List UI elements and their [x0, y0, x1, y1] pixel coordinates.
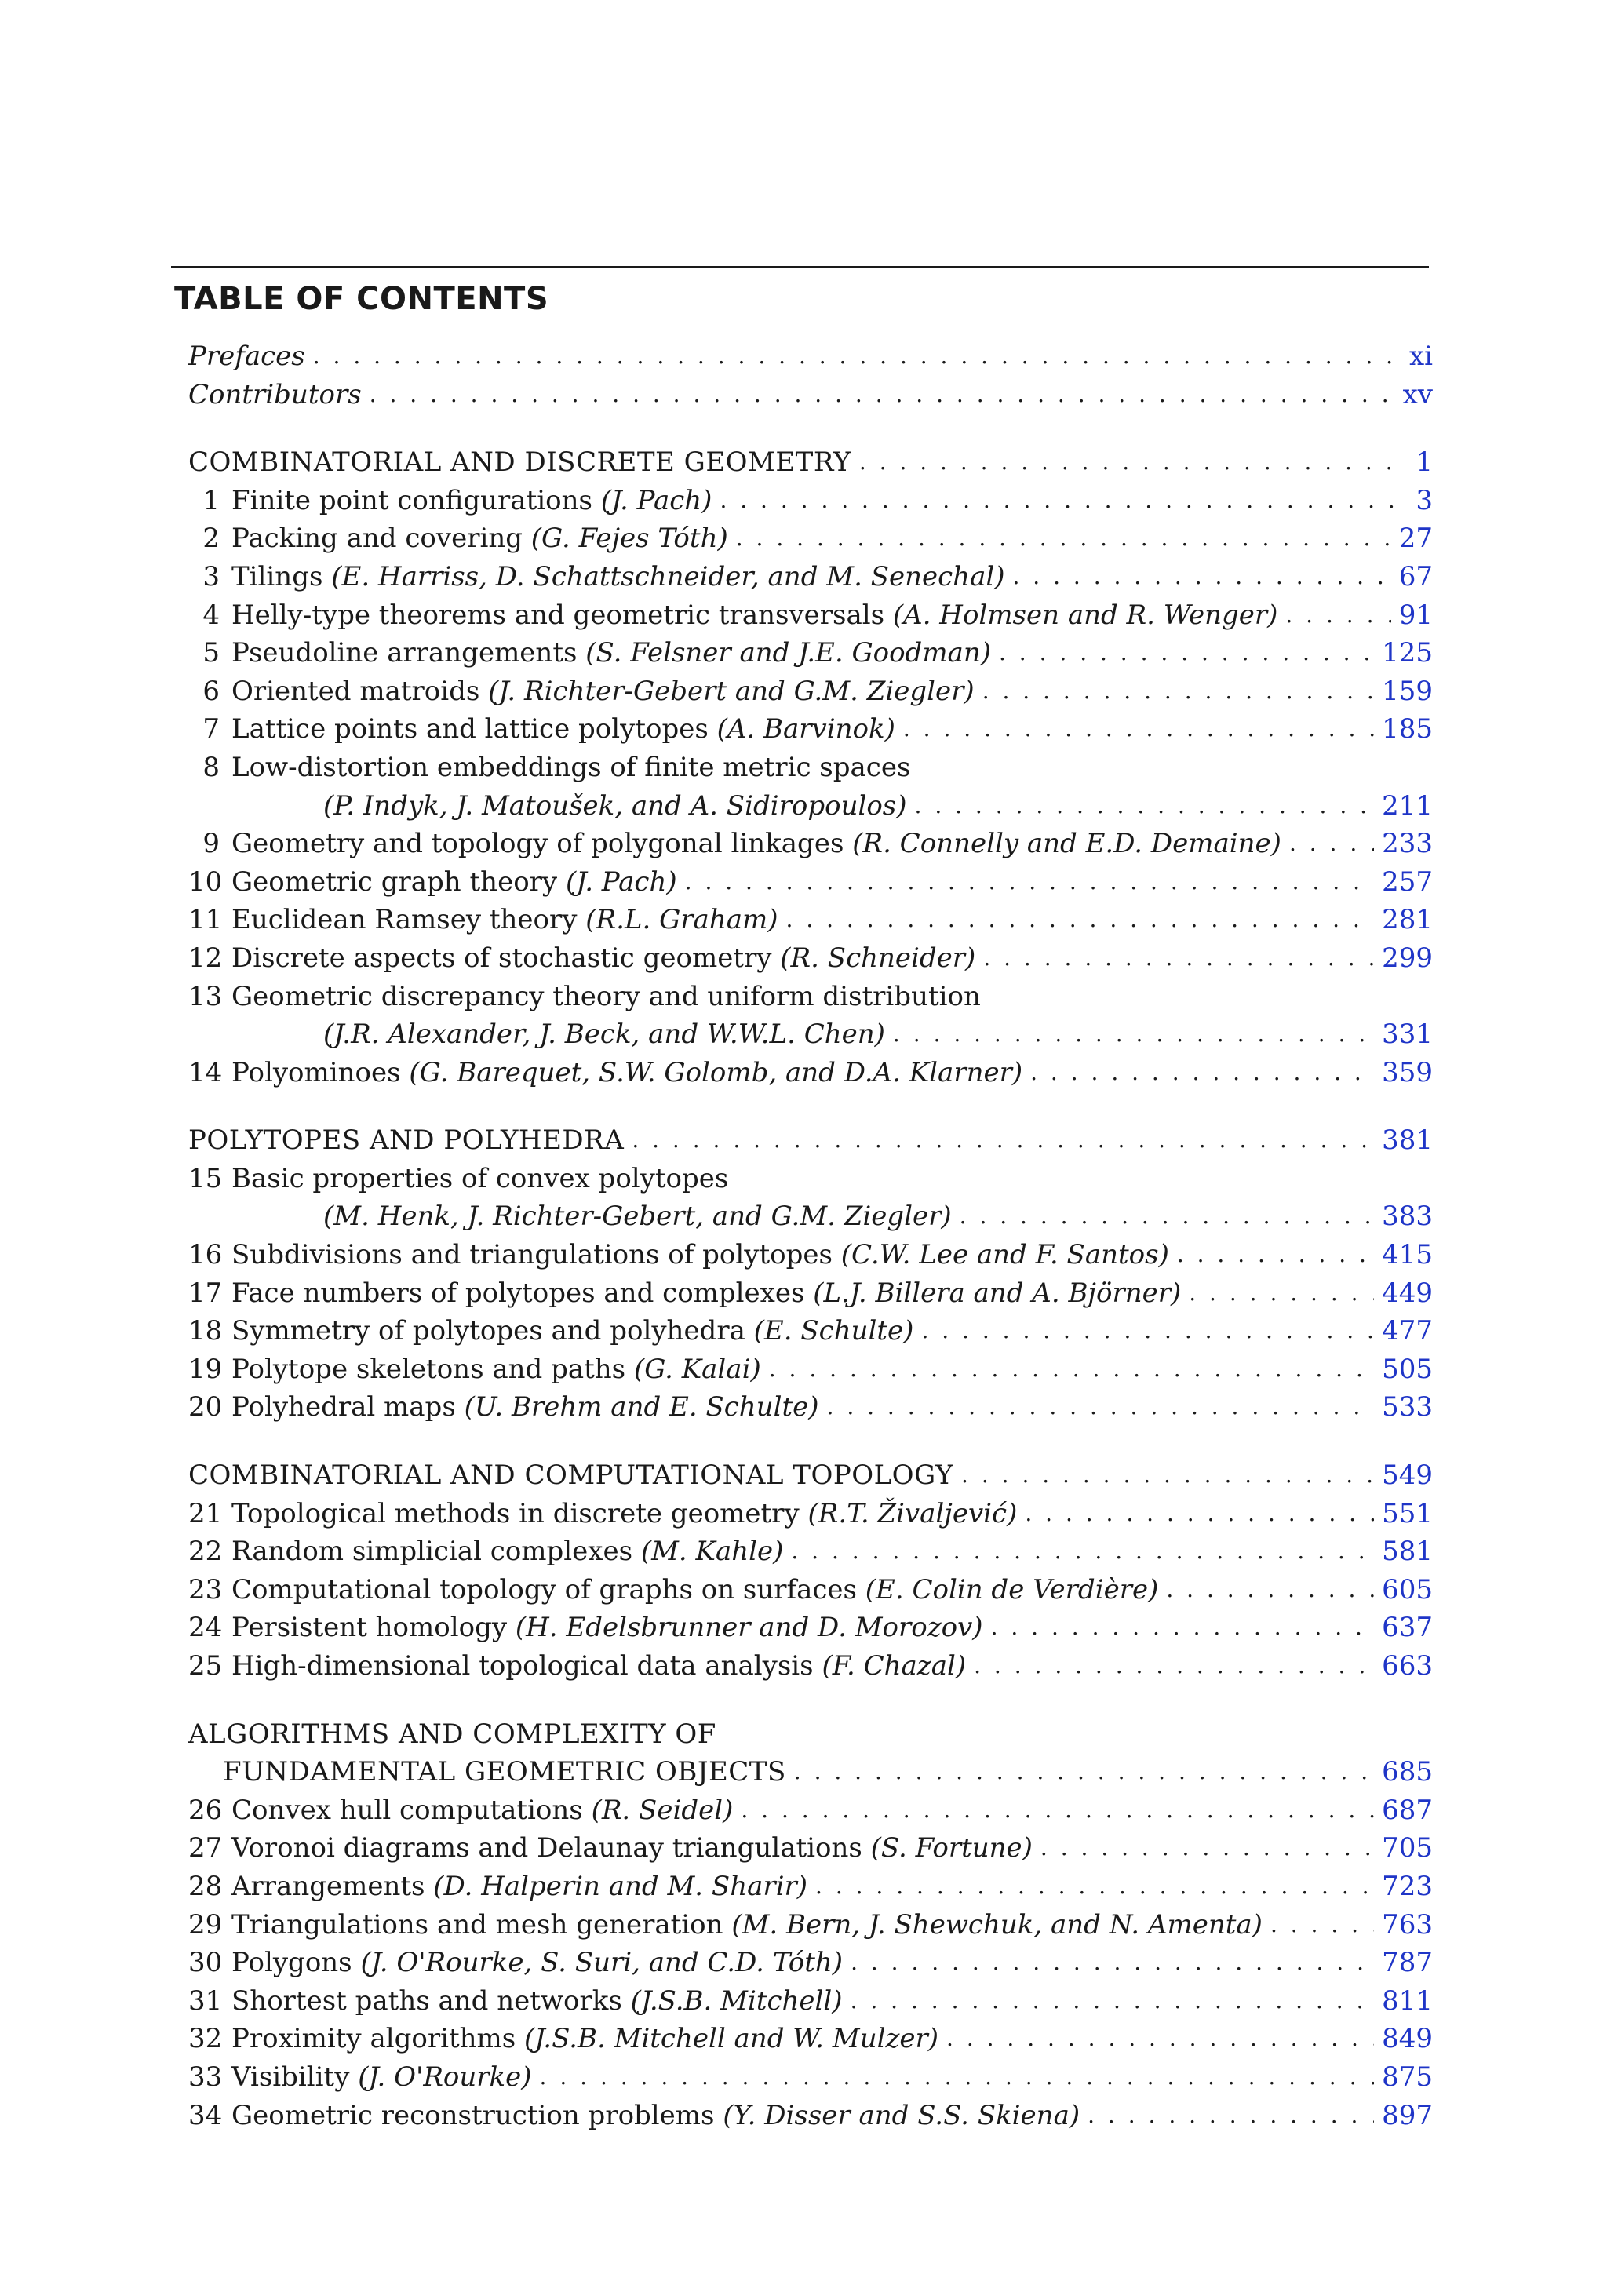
chapter-title: Arrangements	[231, 1870, 425, 1902]
chapter-title: Tilings	[231, 560, 323, 592]
chapter-number: 34	[188, 2099, 223, 2131]
chapter-title: Low-distortion embeddings of finite metric spaces	[231, 751, 911, 783]
leader-dots	[915, 787, 1375, 825]
chapter-authors: (J. Pach)	[600, 484, 712, 516]
chapter-authors: (D. Halperin and M. Sharir)	[433, 1870, 808, 1902]
chapter-number: 23	[188, 1573, 223, 1605]
page-link[interactable]: 185	[1382, 713, 1433, 745]
chapter-title: Computational topology of graphs on surfaces	[231, 1573, 857, 1605]
chapter-authors: (G. Barequet, S.W. Golomb, and D.A. Klarner)	[409, 1056, 1023, 1088]
leader-dots	[961, 1456, 1374, 1495]
page-link[interactable]: 875	[1382, 2061, 1433, 2093]
section-title: COMBINATORIAL AND COMPUTATIONAL TOPOLOGY	[188, 1460, 954, 1492]
chapter-entry[interactable]	[188, 1350, 1433, 1389]
leader-dots	[960, 1197, 1374, 1236]
chapter-number: 18	[188, 1315, 223, 1347]
leader-dots	[1025, 1495, 1374, 1533]
chapter-authors: (J. O'Rourke, S. Suri, and C.D. Tóth)	[360, 1947, 844, 1979]
page-link[interactable]: 159	[1382, 675, 1433, 707]
chapter-title: Proximity algorithms	[231, 2023, 516, 2055]
chapter-authors: (J.S.B. Mitchell)	[630, 1984, 843, 2017]
chapter-entry[interactable]	[188, 1236, 1433, 1274]
page-link[interactable]: 811	[1382, 1984, 1433, 2017]
page-link[interactable]: 1	[1416, 446, 1433, 479]
chapter-title: Geometric graph theory	[231, 866, 558, 898]
chapter-number: 26	[188, 1794, 223, 1826]
page-link[interactable]: 663	[1382, 1650, 1433, 1682]
page-link[interactable]: 299	[1382, 942, 1433, 974]
page-link[interactable]: 383	[1382, 1201, 1433, 1233]
chapter-number: 31	[188, 1984, 223, 2017]
chapter-number: 32	[188, 2023, 223, 2055]
leader-dots	[893, 1015, 1374, 1054]
page-link[interactable]: 415	[1382, 1239, 1433, 1271]
leader-dots	[794, 1753, 1374, 1791]
page-link[interactable]: 211	[1382, 789, 1433, 822]
page-link[interactable]: 381	[1382, 1124, 1433, 1157]
page-link[interactable]: 257	[1382, 866, 1433, 898]
chapter-number: 1	[202, 484, 220, 516]
chapter-entry-continued[interactable]	[188, 787, 1433, 825]
chapter-number: 25	[188, 1650, 223, 1682]
chapter-entry[interactable]	[188, 1829, 1433, 1868]
chapter-authors: (Y. Disser and S.S. Skiena)	[723, 2099, 1080, 2131]
section-heading[interactable]	[188, 1121, 1433, 1160]
chapter-entry[interactable]	[188, 634, 1433, 672]
chapter-authors: (M. Henk, J. Richter-Gebert, and G.M. Ziegler)	[323, 1201, 952, 1233]
chapter-authors: (A. Barvinok)	[716, 713, 895, 745]
chapter-number: 19	[188, 1353, 223, 1385]
chapter-entry[interactable]	[188, 749, 1433, 787]
chapter-number: 5	[202, 637, 220, 669]
page-link[interactable]: 3	[1416, 484, 1433, 516]
page-link[interactable]: 359	[1382, 1056, 1433, 1088]
leader-dots	[720, 482, 1408, 520]
chapter-authors: (S. Fortune)	[870, 1832, 1033, 1864]
chapter-title: Persistent homology	[231, 1612, 508, 1644]
chapter-title: Finite point configurations	[231, 484, 592, 516]
chapter-authors: (A. Holmsen and R. Wenger)	[892, 599, 1278, 631]
page-link[interactable]: 125	[1382, 637, 1433, 669]
chapter-authors: (S. Felsner and J.E. Goodman)	[585, 637, 991, 669]
page-link[interactable]: 233	[1382, 828, 1433, 860]
leader-dots	[851, 1944, 1374, 1982]
leader-dots	[791, 1532, 1374, 1571]
chapter-number: 6	[202, 675, 220, 707]
leader-dots	[991, 1609, 1375, 1647]
leader-dots	[946, 2020, 1374, 2058]
chapter-number: 28	[188, 1870, 223, 1902]
leader-dots	[999, 634, 1374, 672]
leader-dots	[1088, 2097, 1374, 2135]
chapter-title: Polygons	[231, 1947, 352, 1979]
page-link[interactable]: 505	[1382, 1353, 1433, 1385]
chapter-number: 15	[188, 1162, 223, 1194]
leader-dots	[769, 1350, 1374, 1389]
leader-dots	[736, 519, 1391, 558]
section-title-line-2: FUNDAMENTAL GEOMETRIC OBJECTS	[223, 1756, 786, 1788]
chapter-title: Pseudoline arrangements	[231, 637, 578, 669]
leader-dots	[685, 863, 1374, 902]
chapter-authors: (U. Brehm and E. Schulte)	[464, 1391, 819, 1423]
page-link[interactable]: 849	[1382, 2023, 1433, 2055]
chapter-entry[interactable]	[188, 1571, 1433, 1609]
leader-dots	[1285, 596, 1390, 635]
chapter-title: Geometric discrepancy theory and uniform distribution	[231, 980, 981, 1012]
chapter-authors: (J.S.B. Mitchell and W. Mulzer)	[524, 2023, 939, 2055]
page-link[interactable]: 787	[1382, 1947, 1433, 1979]
chapter-authors: (R.L. Graham)	[585, 904, 778, 936]
leader-dots	[632, 1121, 1374, 1160]
page-title: TABLE OF CONTENTS	[174, 281, 549, 317]
chapter-title: Packing and covering	[231, 523, 523, 555]
section-title: POLYTOPES AND POLYHEDRA	[188, 1124, 625, 1157]
chapter-authors: (R.T. Živaljević)	[807, 1497, 1018, 1529]
chapter-number: 4	[202, 599, 220, 631]
chapter-entry[interactable]	[188, 978, 1433, 1016]
chapter-title: Euclidean Ramsey theory	[231, 904, 578, 936]
chapter-authors: (C.W. Lee and F. Santos)	[840, 1239, 1169, 1271]
page-link[interactable]: xi	[1408, 341, 1433, 372]
chapter-title: Triangulations and mesh generation	[231, 1908, 723, 1941]
chapter-entry[interactable]	[188, 1791, 1433, 1830]
page-link[interactable]: 27	[1398, 523, 1433, 555]
chapter-entry[interactable]	[188, 1495, 1433, 1533]
chapter-authors: (J. Pach)	[565, 866, 677, 898]
toc-entry-prefaces[interactable]	[188, 337, 1433, 376]
leader-dots	[1040, 1829, 1374, 1868]
chapter-number: 12	[188, 942, 223, 974]
leader-dots	[741, 1791, 1374, 1830]
chapter-number: 14	[188, 1056, 223, 1088]
chapter-entry[interactable]	[188, 1274, 1433, 1313]
chapter-number: 9	[202, 828, 220, 860]
chapter-title: Convex hull computations	[231, 1794, 583, 1826]
chapter-authors: (P. Indyk, J. Matoušek, and A. Sidiropoulos)	[323, 789, 907, 822]
chapter-title: High-dimensional topological data analysis	[231, 1650, 814, 1682]
chapter-number: 20	[188, 1391, 223, 1423]
chapter-entry[interactable]	[188, 1868, 1433, 1906]
section-heading[interactable]	[188, 1456, 1433, 1495]
chapter-entry[interactable]	[188, 1312, 1433, 1350]
chapter-title: Symmetry of polytopes and polyhedra	[231, 1315, 745, 1347]
leader-dots	[827, 1388, 1375, 1427]
page-link[interactable]: 705	[1382, 1832, 1433, 1864]
chapter-authors: (M. Kahle)	[640, 1536, 784, 1568]
chapter-entry[interactable]	[188, 825, 1433, 863]
page-link[interactable]: 281	[1382, 904, 1433, 936]
page-link[interactable]: 91	[1398, 599, 1433, 631]
chapter-authors: (R. Connelly and E.D. Demaine)	[852, 828, 1281, 860]
section-heading[interactable]	[188, 443, 1433, 482]
chapter-number: 27	[188, 1832, 223, 1864]
chapter-entry-continued[interactable]	[188, 1015, 1433, 1054]
toc-list	[188, 337, 1433, 2134]
chapter-title: Topological methods in discrete geometry	[231, 1497, 800, 1529]
chapter-number: 8	[202, 751, 220, 783]
page-link[interactable]: 477	[1382, 1315, 1433, 1347]
leader-dots	[921, 1312, 1374, 1350]
chapter-entry[interactable]	[188, 672, 1433, 711]
chapter-entry[interactable]	[188, 519, 1433, 558]
chapter-number: 29	[188, 1908, 223, 1941]
chapter-authors: (J.R. Alexander, J. Beck, and W.W.L. Chen)	[323, 1019, 885, 1051]
chapter-entry[interactable]	[188, 2097, 1433, 2135]
chapter-authors: (M. Bern, J. Shewchuk, and N. Amenta)	[731, 1908, 1263, 1941]
chapter-entry[interactable]	[188, 1609, 1433, 1647]
chapter-authors: (J. O'Rourke)	[358, 2061, 532, 2093]
chapter-number: 21	[188, 1497, 223, 1529]
chapter-title: Polyhedral maps	[231, 1391, 456, 1423]
section-title: COMBINATORIAL AND DISCRETE GEOMETRY	[188, 446, 851, 479]
leader-dots	[540, 2058, 1375, 2097]
chapter-entry[interactable]	[188, 939, 1433, 978]
chapter-entry[interactable]	[188, 1160, 1433, 1198]
chapter-entry[interactable]	[188, 863, 1433, 902]
chapter-number: 24	[188, 1612, 223, 1644]
chapter-entry[interactable]	[188, 596, 1433, 635]
chapter-title: Polyominoes	[231, 1056, 401, 1088]
chapter-title: Geometry and topology of polygonal linkages	[231, 828, 844, 860]
chapter-entry[interactable]	[188, 1388, 1433, 1427]
chapter-title: Geometric reconstruction problems	[231, 2099, 715, 2131]
chapter-authors: (G. Kalai)	[633, 1353, 761, 1385]
page-link[interactable]: 331	[1382, 1019, 1433, 1051]
leader-dots	[815, 1868, 1374, 1906]
section-title: ALGORITHMS AND COMPLEXITY OF	[188, 1718, 716, 1750]
chapter-number: 7	[202, 713, 220, 745]
chapter-entry[interactable]	[188, 1944, 1433, 1982]
leader-dots	[974, 1647, 1374, 1686]
section-heading-continued[interactable]	[188, 1753, 1433, 1791]
leader-dots	[983, 939, 1374, 978]
chapter-entry-continued[interactable]	[188, 1197, 1433, 1236]
page-link[interactable]: 605	[1382, 1573, 1433, 1605]
page-link[interactable]: 551	[1382, 1497, 1433, 1529]
leader-dots	[851, 1982, 1375, 2021]
chapter-entry[interactable]	[188, 482, 1433, 520]
chapter-entry[interactable]	[188, 1647, 1433, 1686]
page-link[interactable]: 581	[1382, 1536, 1433, 1568]
chapter-number: 13	[188, 980, 223, 1012]
chapter-authors: (L.J. Billera and A. Björner)	[813, 1277, 1182, 1309]
leader-dots	[982, 672, 1374, 711]
chapter-number: 16	[188, 1239, 223, 1271]
chapter-authors: (R. Seidel)	[591, 1794, 734, 1826]
top-rule	[171, 266, 1429, 268]
chapter-authors: (E. Colin de Verdière)	[865, 1573, 1159, 1605]
chapter-entry[interactable]	[188, 558, 1433, 596]
page-link[interactable]: 897	[1382, 2099, 1433, 2131]
chapter-entry[interactable]	[188, 2020, 1433, 2058]
entry-title: Prefaces	[188, 341, 305, 372]
leader-dots	[313, 337, 1401, 376]
chapter-title: Helly-type theorems and geometric transversals	[231, 599, 885, 631]
chapter-title: Random simplicial complexes	[231, 1536, 633, 1568]
chapter-authors: (E. Schulte)	[753, 1315, 914, 1347]
leader-dots	[1166, 1571, 1374, 1609]
chapter-title: Lattice points and lattice polytopes	[231, 713, 709, 745]
leader-dots	[859, 443, 1408, 482]
chapter-title: Discrete aspects of stochastic geometry	[231, 942, 772, 974]
chapter-authors: (G. Fejes Tóth)	[530, 523, 728, 555]
toc-entry-contributors[interactable]	[188, 376, 1433, 414]
chapter-authors: (F. Chazal)	[822, 1650, 967, 1682]
chapter-entry[interactable]	[188, 1906, 1433, 1944]
leader-dots	[1177, 1236, 1374, 1274]
chapter-title: Subdivisions and triangulations of polytopes	[231, 1239, 833, 1271]
chapter-title: Voronoi diagrams and Delaunay triangulations	[231, 1832, 862, 1864]
chapter-number: 2	[202, 523, 220, 555]
leader-dots	[370, 376, 1395, 414]
chapter-number: 11	[188, 904, 223, 936]
chapter-title: Polytope skeletons and paths	[231, 1353, 626, 1385]
chapter-title: Basic properties of convex polytopes	[231, 1162, 729, 1194]
leader-dots	[903, 710, 1374, 749]
chapter-number: 33	[188, 2061, 223, 2093]
section-heading	[188, 1715, 1433, 1754]
chapter-authors: (E. Harriss, D. Schattschneider, and M. Senechal)	[331, 560, 1005, 592]
entry-title: Contributors	[188, 378, 362, 410]
chapter-entry[interactable]	[188, 2058, 1433, 2097]
chapter-entry[interactable]	[188, 710, 1433, 749]
chapter-title: Face numbers of polytopes and complexes	[231, 1277, 805, 1309]
chapter-entry[interactable]	[188, 1532, 1433, 1571]
chapter-number: 22	[188, 1536, 223, 1568]
page-link[interactable]: 67	[1398, 560, 1433, 592]
leader-dots	[1030, 1054, 1374, 1092]
chapter-authors: (J. Richter-Gebert and G.M. Ziegler)	[488, 675, 975, 707]
chapter-title: Oriented matroids	[231, 675, 480, 707]
leader-dots	[1270, 1906, 1374, 1944]
leader-dots	[1013, 558, 1391, 596]
chapter-authors: (H. Edelsbrunner and D. Morozov)	[515, 1612, 983, 1644]
page-link[interactable]: 723	[1382, 1870, 1433, 1902]
chapter-number: 10	[188, 866, 223, 898]
chapter-authors: (R. Schneider)	[780, 942, 976, 974]
chapter-entry[interactable]	[188, 1982, 1433, 2021]
page-link[interactable]: 449	[1382, 1277, 1433, 1309]
chapter-title: Visibility	[231, 2061, 350, 2093]
chapter-number: 30	[188, 1947, 223, 1979]
chapter-number: 17	[188, 1277, 223, 1309]
page-link[interactable]: xv	[1402, 378, 1433, 410]
leader-dots	[786, 901, 1375, 939]
chapter-entry[interactable]	[188, 901, 1433, 939]
chapter-title: Shortest paths and networks	[231, 1984, 622, 2017]
page-link[interactable]: 637	[1382, 1612, 1433, 1644]
page-link[interactable]: 533	[1382, 1391, 1433, 1423]
page-link[interactable]: 763	[1382, 1908, 1433, 1941]
page-link[interactable]: 687	[1382, 1794, 1433, 1826]
leader-dots	[1289, 825, 1374, 863]
chapter-number: 3	[202, 560, 220, 592]
chapter-entry[interactable]	[188, 1054, 1433, 1092]
leader-dots	[1189, 1274, 1374, 1313]
page-link[interactable]: 685	[1382, 1756, 1433, 1788]
page-link[interactable]: 549	[1382, 1460, 1433, 1492]
